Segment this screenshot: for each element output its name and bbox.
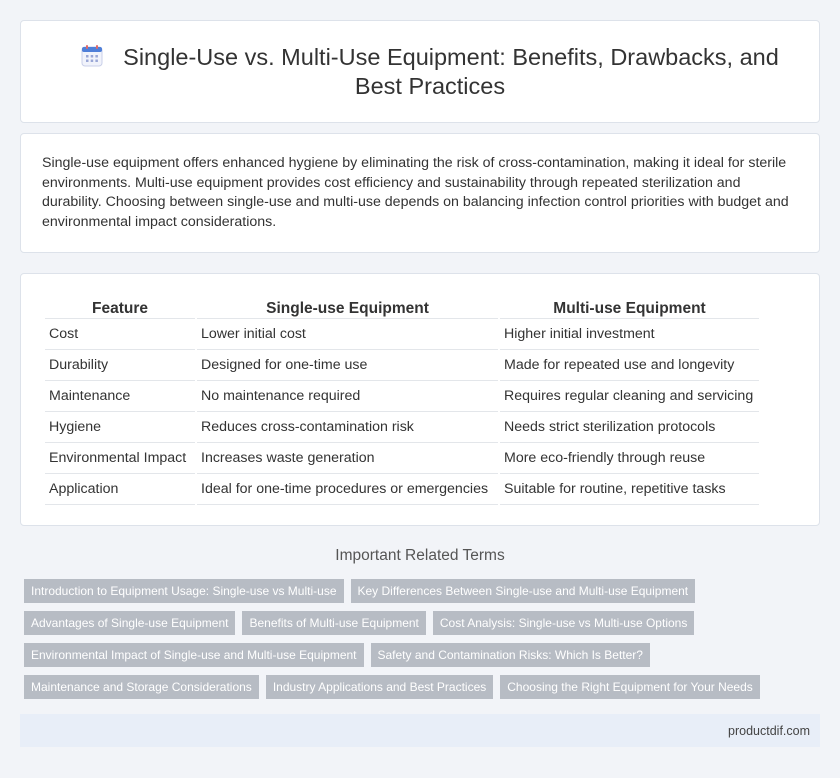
related-term-link[interactable]: Choosing the Right Equipment for Your Needs — [500, 675, 760, 699]
related-terms-row — [24, 579, 695, 603]
related-terms-row — [24, 643, 650, 667]
multi-use-cell: Made for repeated use and longevity — [500, 350, 759, 381]
feature-cell: Durability — [45, 350, 195, 381]
table-row — [45, 412, 759, 443]
footer — [20, 714, 820, 747]
calendar-icon — [81, 45, 103, 67]
related-term-link[interactable]: Environmental Impact of Single-use and Multi-use Equipment — [24, 643, 364, 667]
table-row — [45, 350, 759, 381]
title-line-1: Single-Use vs. Multi-Use Equipment: Benefits, Drawbacks, and — [123, 44, 779, 70]
title-card — [20, 20, 820, 123]
single-use-cell: Designed for one-time use — [197, 350, 498, 381]
page-title — [71, 43, 789, 101]
single-use-cell: Increases waste generation — [197, 443, 498, 474]
related-terms-row — [24, 675, 760, 699]
related-term-link[interactable]: Maintenance and Storage Considerations — [24, 675, 259, 699]
table-row — [45, 381, 759, 412]
related-term-link[interactable]: Safety and Contamination Risks: Which Is Better? — [371, 643, 650, 667]
summary-card — [20, 133, 820, 253]
feature-cell: Environmental Impact — [45, 443, 195, 474]
multi-use-cell: Higher initial investment — [500, 319, 759, 350]
header-multi-use: Multi-use Equipment — [500, 296, 759, 319]
multi-use-cell: Needs strict sterilization protocols — [500, 412, 759, 443]
single-use-cell: Reduces cross-contamination risk — [197, 412, 498, 443]
related-term-link[interactable]: Industry Applications and Best Practices — [266, 675, 493, 699]
table-header-row — [45, 296, 759, 319]
header-feature: Feature — [45, 296, 195, 319]
multi-use-cell: Suitable for routine, repetitive tasks — [500, 474, 759, 505]
multi-use-cell: More eco-friendly through reuse — [500, 443, 759, 474]
title-line-2: Best Practices — [354, 73, 506, 99]
single-use-cell: Ideal for one-time procedures or emergencies — [197, 474, 498, 505]
single-use-cell: No maintenance required — [197, 381, 498, 412]
comparison-card — [20, 273, 820, 526]
summary-text: Single-use equipment offers enhanced hygiene by eliminating the risk of cross-contamination, making it ideal for sterile environments. Multi-use equipment provides cost efficiency and sustainability through repeated sterilization and durability. Choosing between single-use and multi-use depends on balancing infection control priorities with budget and environmental impact considerations. — [42, 155, 789, 230]
related-term-link[interactable]: Cost Analysis: Single-use vs Multi-use Options — [433, 611, 694, 635]
feature-cell: Application — [45, 474, 195, 505]
feature-cell: Hygiene — [45, 412, 195, 443]
single-use-cell: Lower initial cost — [197, 319, 498, 350]
related-terms-heading: Important Related Terms — [335, 547, 505, 564]
table-row — [45, 474, 759, 505]
related-term-link[interactable]: Advantages of Single-use Equipment — [24, 611, 235, 635]
table-row — [45, 443, 759, 474]
header-single-use: Single-use Equipment — [197, 296, 498, 319]
related-term-link[interactable]: Benefits of Multi-use Equipment — [242, 611, 425, 635]
related-terms-row — [24, 611, 694, 635]
related-term-link[interactable]: Key Differences Between Single-use and Multi-use Equipment — [351, 579, 696, 603]
related-term-link[interactable]: Introduction to Equipment Usage: Single-use vs Multi-use — [24, 579, 344, 603]
feature-cell: Cost — [45, 319, 195, 350]
feature-cell: Maintenance — [45, 381, 195, 412]
table-row — [45, 319, 759, 350]
multi-use-cell: Requires regular cleaning and servicing — [500, 381, 759, 412]
comparison-table — [43, 296, 761, 505]
footer-site-link[interactable]: productdif.com — [728, 724, 810, 738]
